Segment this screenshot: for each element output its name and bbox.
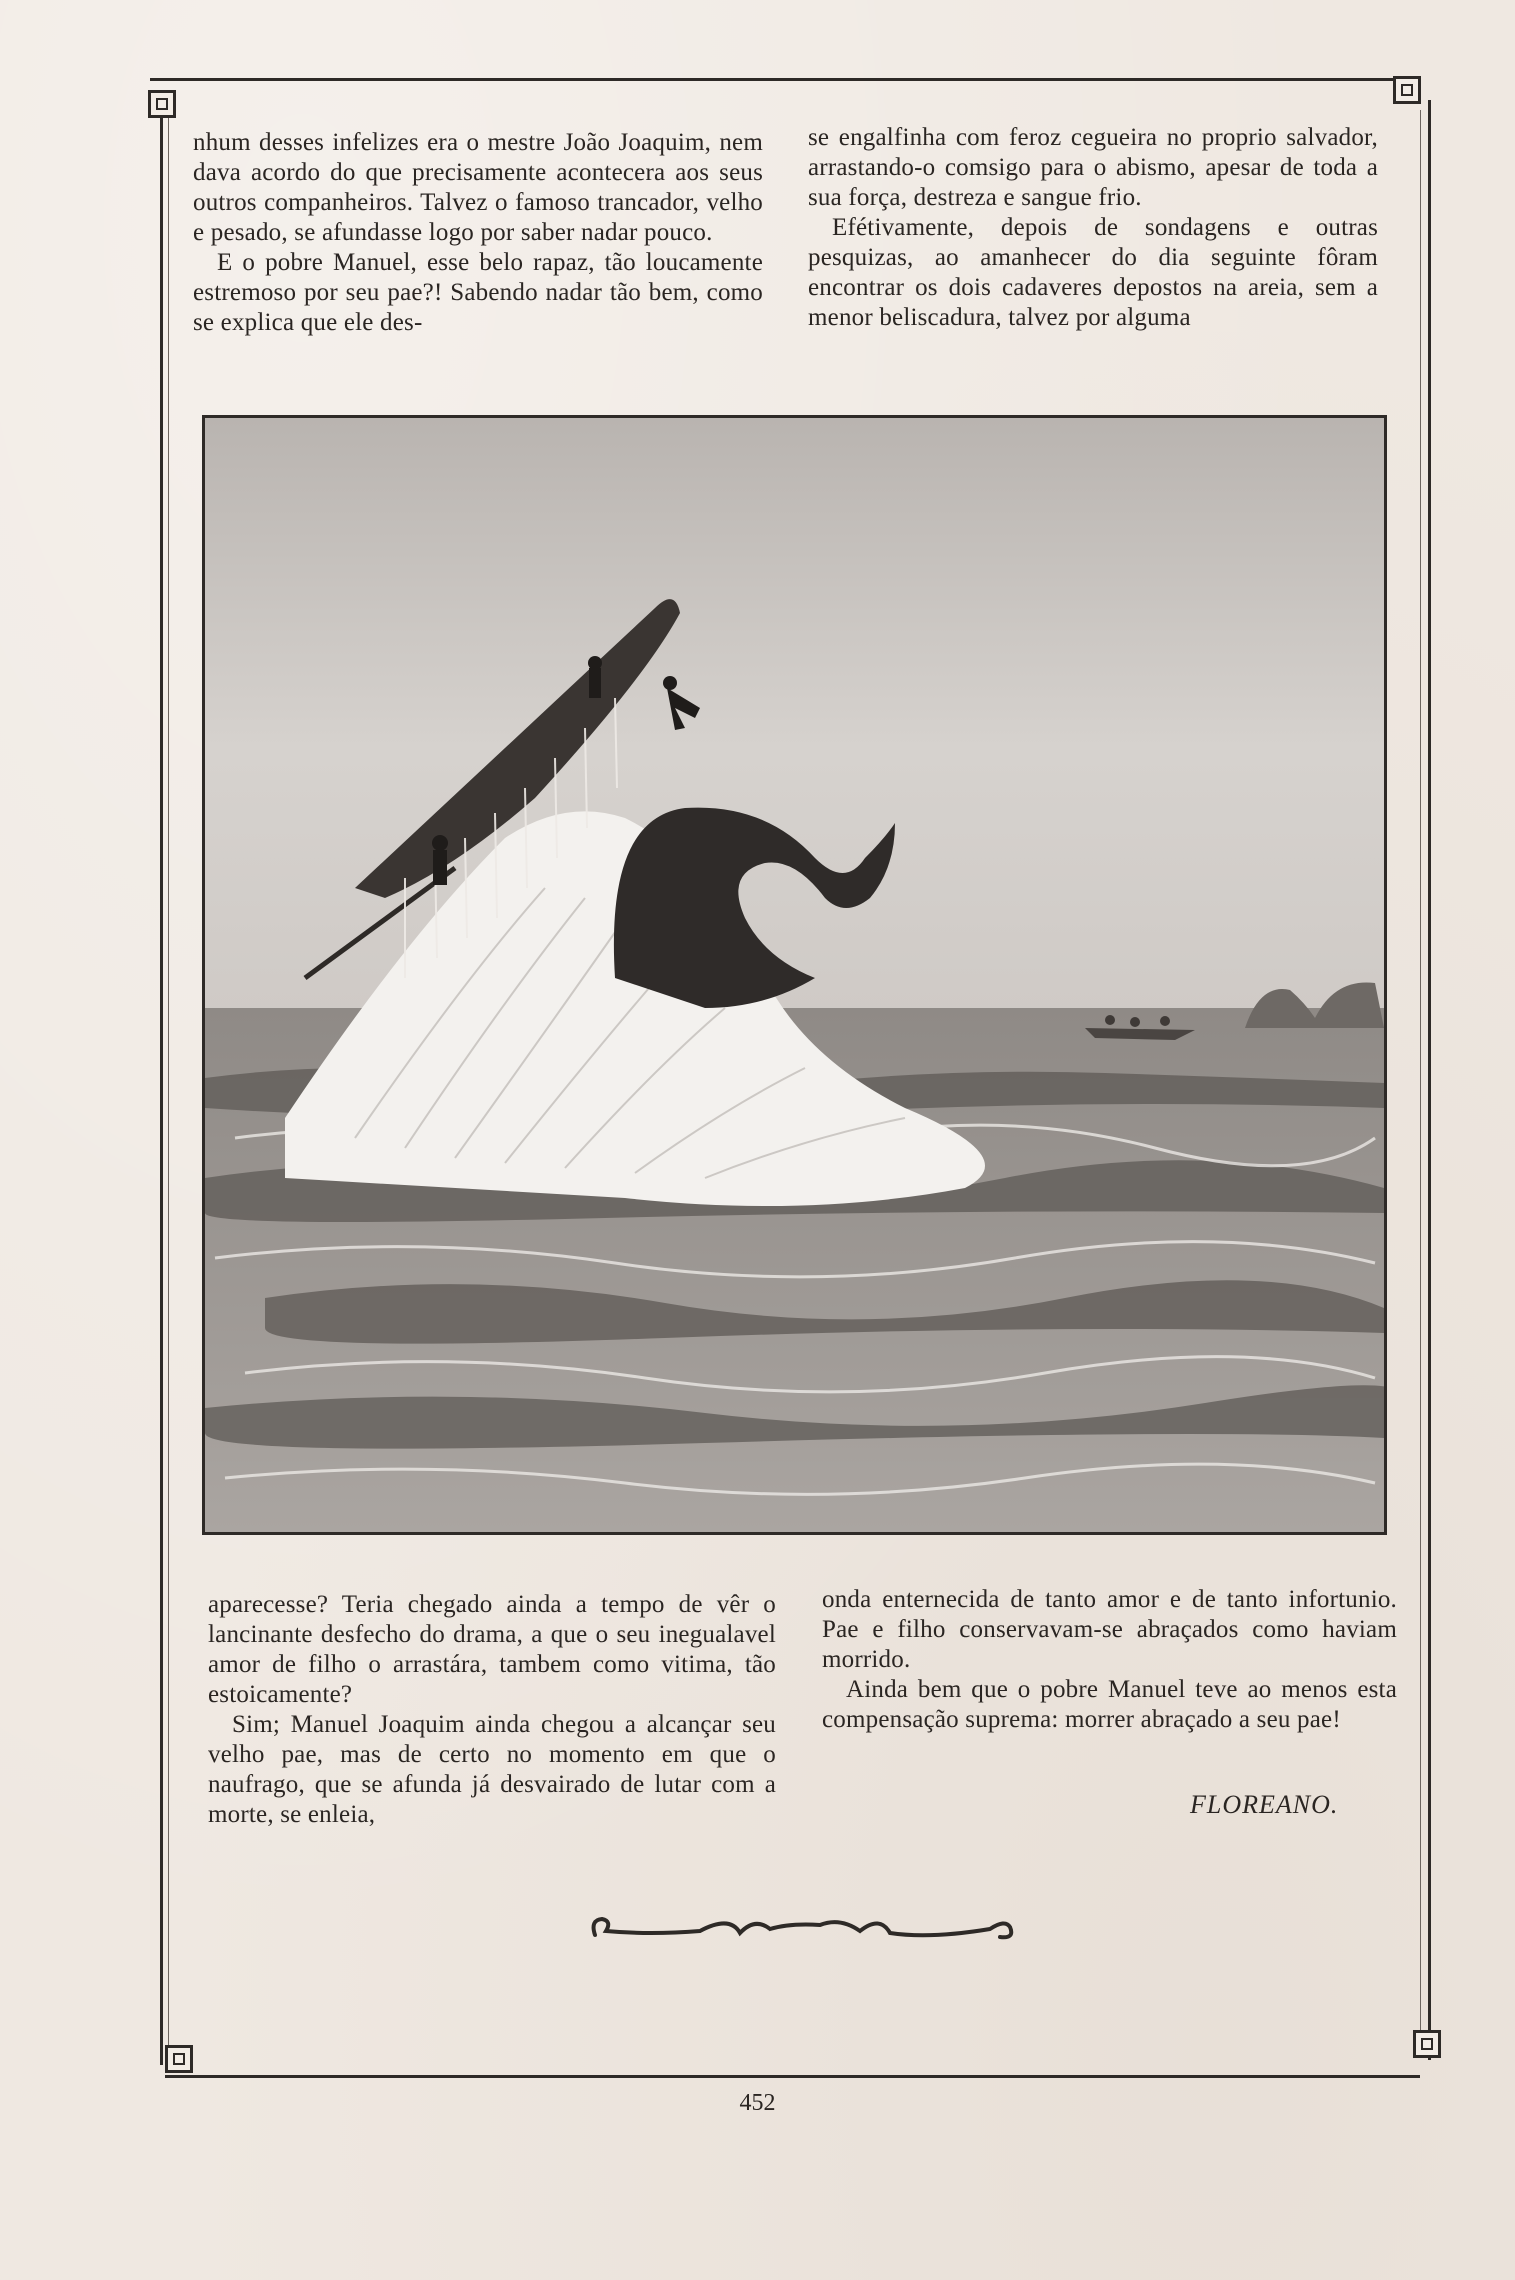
corner-ornament-top-left — [148, 90, 176, 118]
text-column-bottom-left — [208, 1590, 776, 1830]
frame-left-rule — [160, 100, 163, 2065]
paragraph: se engalfinha com feroz cegueira no proprio salvador, arrastando-o comsigo para o abismo, apesar de toda a sua força, destreza e sangue frio. — [808, 124, 1378, 211]
paragraph: nhum desses infelizes era o mestre João Joaquim, nem dava acordo do que precisamente acontecera aos seus outros companheiros. Talvez o famoso trancador, velho e pesado, se afundasse logo por saber nadar pouco. — [193, 129, 763, 246]
paragraph: onda enternecida de tanto amor e de tanto infortunio. Pae e filho conservavam-se abraçados como haviam morrido. — [822, 1586, 1397, 1673]
paragraph: Efétivamente, depois de sondagens e outras pesquizas, ao amanhecer do dia seguinte fôram encontrar os dois cadaveres depostos na areia, sem a menor beliscadura, talvez por alguma — [808, 214, 1378, 331]
frame-top-rule — [150, 78, 1415, 81]
paragraph: E o pobre Manuel, esse belo rapaz, tão loucamente estremoso por seu pae?! Sabendo nadar tão bem, como se explica que ele des- — [193, 249, 763, 336]
frame-left-inner-rule — [168, 110, 169, 2060]
frame-right-rule — [1428, 100, 1431, 2060]
text-column-bottom-right — [822, 1585, 1397, 1735]
paragraph: Sim; Manuel Joaquim ainda chegou a alcançar seu velho pae, mas de certo no momento em que o naufrago, que se afunda já desvairado de lutar com a morte, se enleia, — [208, 1711, 776, 1828]
paragraph: Ainda bem que o pobre Manuel teve ao menos esta compensação suprema: morrer abraçado a seu pae! — [822, 1676, 1397, 1733]
text-column-top-left — [193, 128, 763, 338]
corner-ornament-bottom-left — [165, 2045, 193, 2073]
page-number: 452 — [739, 2090, 776, 2116]
author-signature: FLOREANO. — [1190, 1790, 1339, 1819]
sky — [205, 418, 1384, 1018]
frame-right-inner-rule — [1420, 110, 1421, 2055]
decorative-flourish — [590, 1905, 1020, 1955]
corner-ornament-bottom-right — [1413, 2030, 1441, 2058]
illustration-drawing — [205, 418, 1384, 1532]
frame-bottom-rule — [165, 2075, 1420, 2078]
paragraph: aparecesse? Teria chegado ainda a tempo de vêr o lancinante desfecho do drama, a que o seu inegualavel amor de filho o arrastára, tambem como vitima, tão estoicamente? — [208, 1591, 776, 1708]
whale-attack-illustration — [202, 415, 1387, 1535]
corner-ornament-top-right — [1393, 76, 1421, 104]
text-column-top-right — [808, 123, 1378, 333]
